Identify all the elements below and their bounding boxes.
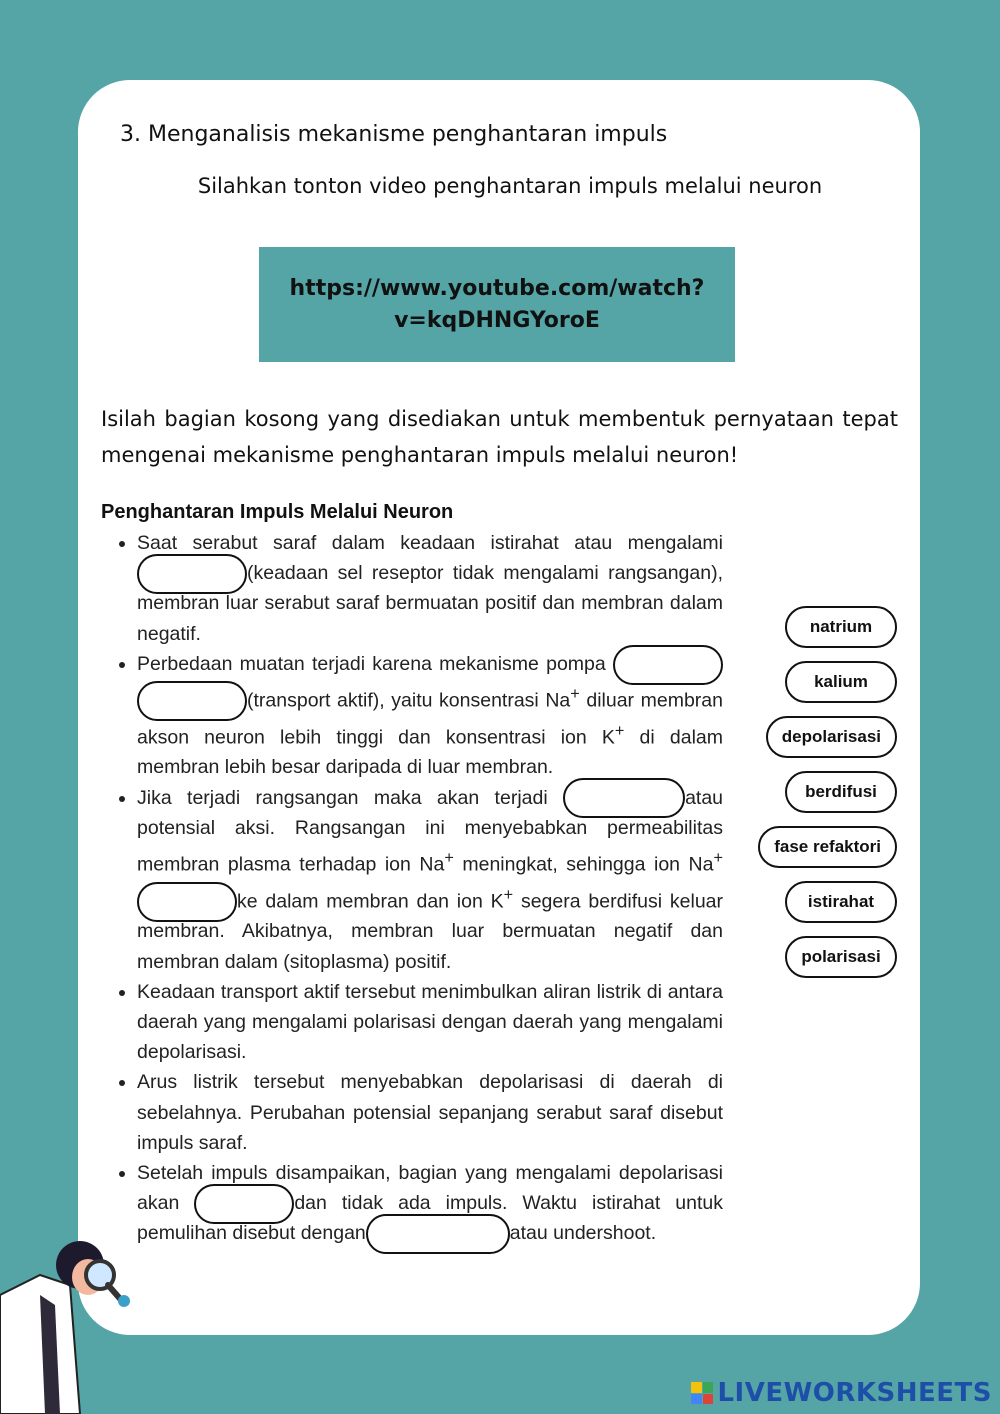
word-bank bbox=[758, 606, 897, 978]
answer-blank-4[interactable] bbox=[563, 778, 685, 818]
list-item: • Setelah impuls disampaikan, bagian yang mengalami depolarisasi akan dan tidak ada impuls. Waktu istirahat untuk pemulihan disebut dengan atau undershoot. bbox=[137, 1158, 723, 1249]
answer-blank-3[interactable] bbox=[137, 681, 247, 721]
answer-blank-2[interactable] bbox=[613, 645, 723, 685]
list-item: • Arus listrik tersebut menyebabkan depolarisasi di daerah di sebelahnya. Perubahan potensial sepanjang serabut saraf disebut impuls saraf. bbox=[137, 1067, 723, 1158]
scientist-illustration bbox=[0, 1235, 140, 1414]
logo-text: LIVEWORKSHEETS bbox=[717, 1378, 992, 1408]
word-chip-natrium[interactable]: natrium bbox=[785, 606, 897, 648]
subtitle: Silahkan tonton video penghantaran impuls melalui neuron bbox=[197, 174, 823, 198]
list-item: • Jika terjadi rangsangan maka akan terjadi atau potensial aksi. Rangsangan ini menyebabkan permeabilitas membran plasma terhadap ion Na+ meningkat, sehingga ion Na+ke dalam membran dan ion K+ segera berdifusi keluar membran. Akibatnya, membran luar bermuatan negatif dan membran dalam (sitoplasma) positif. bbox=[137, 783, 723, 977]
list-item: • Saat serabut saraf dalam keadaan istirahat atau mengalami (keadaan sel reseptor tidak mengalami rangsangan), membran luar serabut saraf bermuatan positif dan membran dalam negatif. bbox=[137, 528, 723, 649]
word-chip-berdifusi[interactable]: berdifusi bbox=[785, 771, 897, 813]
word-chip-istirahat[interactable]: istirahat bbox=[785, 881, 897, 923]
content-heading: Penghantaran Impuls Melalui Neuron bbox=[101, 501, 454, 523]
liveworksheets-logo bbox=[691, 1378, 992, 1408]
content-section bbox=[101, 498, 723, 1249]
word-chip-fase-refaktori[interactable]: fase refaktori bbox=[758, 826, 897, 868]
list-item: • Keadaan transport aktif tersebut menimbulkan aliran listrik di antara daerah yang mengalami polarisasi dengan daerah yang mengalami depolarisasi. bbox=[137, 977, 723, 1068]
video-link[interactable]: https://www.youtube.com/watch?v=kqDHNGYoroE bbox=[289, 275, 705, 333]
word-chip-polarisasi[interactable]: polarisasi bbox=[785, 936, 897, 978]
word-chip-kalium[interactable]: kalium bbox=[785, 661, 897, 703]
instruction-text: Isilah bagian kosong yang disediakan untuk membentuk pernyataan tepat mengenai mekanisme penghantaran impuls melalui neuron! bbox=[101, 407, 898, 467]
logo-icon bbox=[691, 1382, 713, 1404]
answer-blank-6[interactable] bbox=[194, 1184, 294, 1224]
section-title: 3. Menganalisis mekanisme penghantaran impuls bbox=[120, 122, 668, 147]
bullet-list bbox=[101, 528, 723, 1249]
video-link-box bbox=[259, 247, 735, 362]
answer-blank-7[interactable] bbox=[366, 1214, 510, 1254]
word-chip-depolarisasi[interactable]: depolarisasi bbox=[766, 716, 897, 758]
answer-blank-5[interactable] bbox=[137, 882, 237, 922]
answer-blank-1[interactable] bbox=[137, 554, 247, 594]
list-item: • Perbedaan muatan terjadi karena mekanisme pompa (transport aktif), yaitu konsentrasi Na+ diluar membran akson neuron lebih tinggi dan konsentrasi ion K+ di dalam membran lebih besar daripada di luar membran. bbox=[137, 649, 723, 783]
